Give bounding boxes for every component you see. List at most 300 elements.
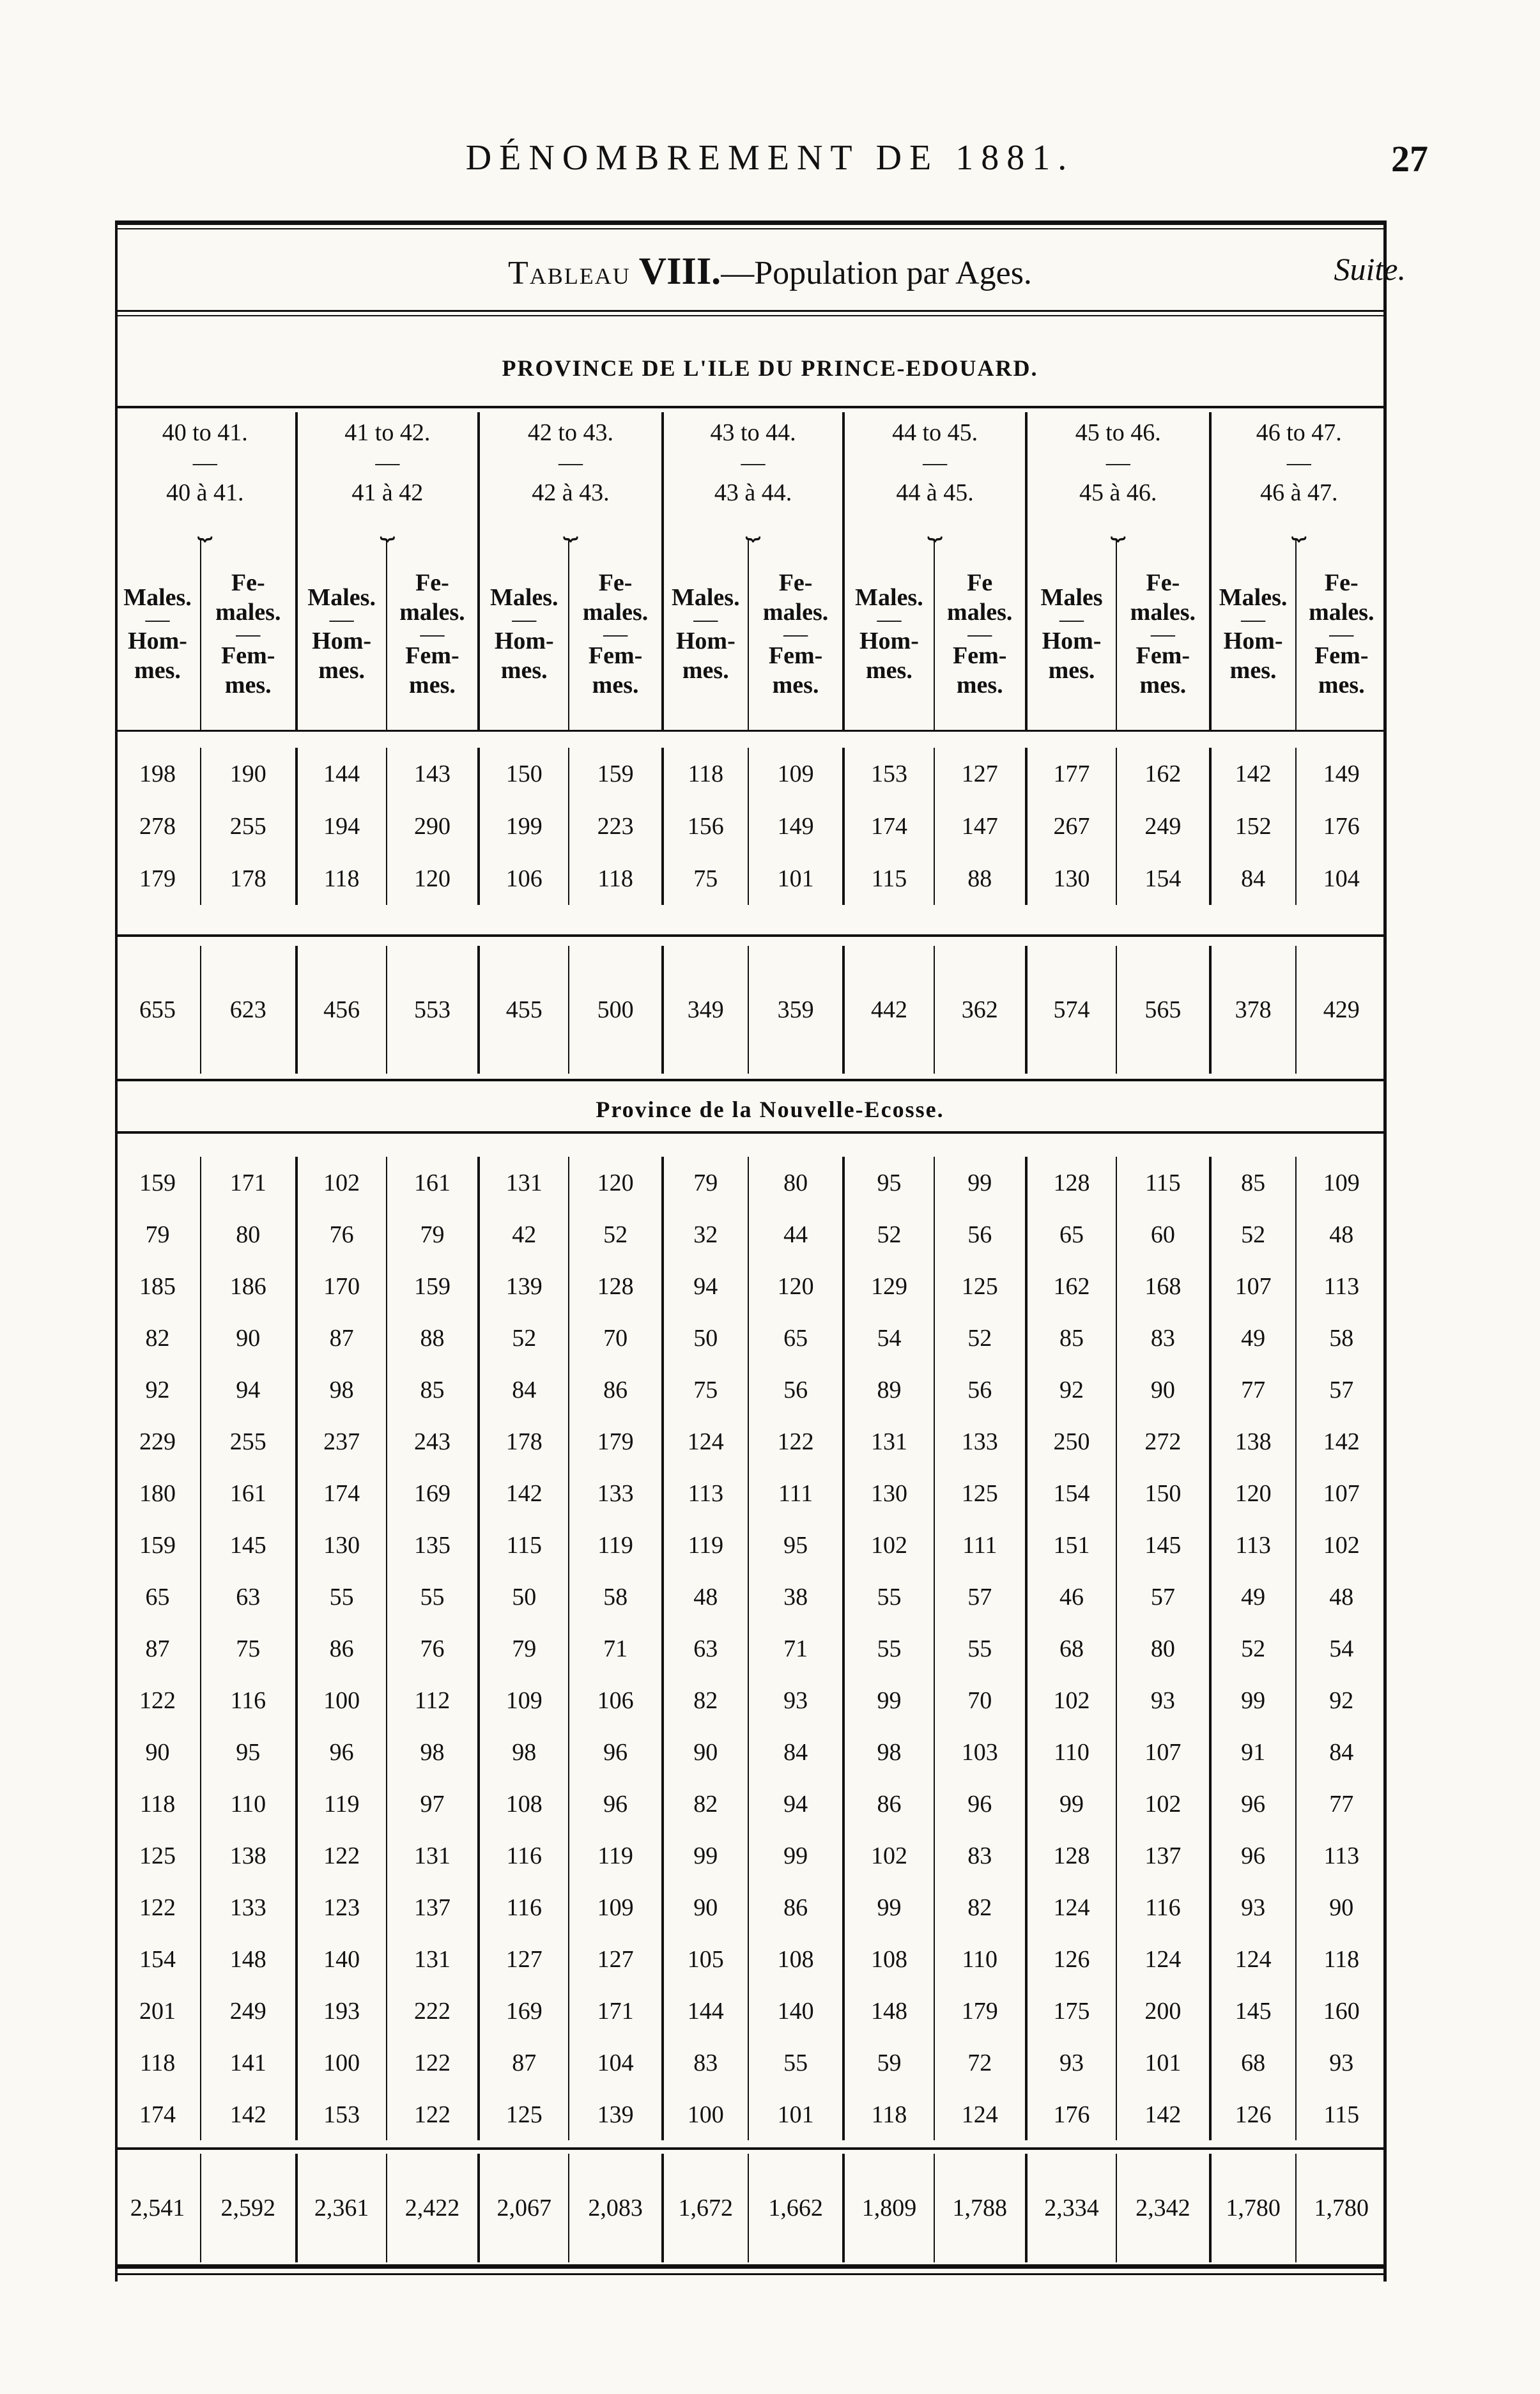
- table-cell: 169: [387, 1467, 479, 1519]
- table-cell: 111: [748, 1467, 844, 1519]
- table-cell: 94: [663, 1260, 748, 1312]
- dash-separator: —: [558, 449, 583, 476]
- table-row: [115, 1157, 1387, 1209]
- header-en: Fe- males.: [215, 569, 281, 626]
- table-cell: 79: [479, 1623, 569, 1674]
- header-en: Males.: [672, 584, 740, 612]
- table-cell: 50: [663, 1312, 748, 1364]
- table-cell: 96: [296, 1726, 387, 1778]
- table-cell: 127: [569, 1933, 662, 1985]
- table-cell: 185: [115, 1260, 201, 1312]
- table-cell: 178: [201, 853, 296, 905]
- header-fr: Hom- mes.: [494, 628, 554, 684]
- table-cell: 90: [663, 1881, 748, 1933]
- top-rule-thin: [115, 228, 1387, 229]
- table-cell: 49: [1210, 1312, 1296, 1364]
- table-cell: 93: [1026, 2037, 1116, 2089]
- age-group-fr: 46 à 47.: [1260, 479, 1338, 506]
- total-cell: 574: [1026, 946, 1116, 1074]
- table-cell: 109: [479, 1674, 569, 1726]
- ns-rule: [115, 1131, 1387, 1134]
- table-cell: 186: [201, 1260, 296, 1312]
- table-cell: 76: [387, 1623, 479, 1674]
- bottom-rule: [115, 2264, 1387, 2269]
- table-cell: 110: [934, 1933, 1026, 1985]
- table-cell: 125: [115, 1830, 201, 1881]
- table-cell: 96: [1210, 1830, 1296, 1881]
- table-cell: 124: [663, 1416, 748, 1467]
- table-cell: 104: [569, 2037, 662, 2089]
- page-number: 27: [1391, 138, 1428, 180]
- table-cell: 82: [934, 1881, 1026, 1933]
- table-cell: 137: [1116, 1830, 1210, 1881]
- age-group-header: [1210, 412, 1387, 539]
- pei-total-row: [115, 946, 1387, 1074]
- table-cell: 123: [296, 1881, 387, 1933]
- age-group-row: [115, 412, 1387, 539]
- ns-total-row: [115, 2154, 1387, 2262]
- table-cell: 272: [1116, 1416, 1210, 1467]
- table-cell: 174: [296, 1467, 387, 1519]
- table-cell: 109: [748, 748, 844, 800]
- table-cell: 180: [115, 1467, 201, 1519]
- table-cell: 159: [115, 1157, 201, 1209]
- table-cell: 54: [843, 1312, 934, 1364]
- table-cell: 99: [1026, 1778, 1116, 1830]
- header-en: Males.: [307, 584, 376, 612]
- table-cell: 93: [1116, 1674, 1210, 1726]
- table-cell: 171: [569, 1985, 662, 2037]
- header-en: Males: [1040, 584, 1103, 612]
- table-cell: 102: [1323, 1531, 1360, 1559]
- age-group-header: [115, 412, 296, 539]
- table-cell: 149: [748, 800, 844, 853]
- table-cell: 122: [115, 1881, 201, 1933]
- table-cell: 139: [479, 1260, 569, 1312]
- table-cell: 84: [748, 1726, 844, 1778]
- table-cell: 198: [115, 748, 201, 800]
- total-cell: 429: [1323, 996, 1360, 1023]
- table-cell: 122: [115, 1674, 201, 1726]
- header-en: Males.: [123, 584, 192, 612]
- brace-icon: ⏟: [197, 511, 213, 540]
- table-cell: 109: [569, 1881, 662, 1933]
- table-cell: 85: [1026, 1312, 1116, 1364]
- header-fr: Hom- mes.: [312, 628, 372, 684]
- table-cell: 56: [748, 1364, 844, 1416]
- table-row: [115, 748, 1387, 800]
- table-cell: 82: [663, 1674, 748, 1726]
- table-cell: 179: [569, 1416, 662, 1467]
- table-cell: 98: [843, 1726, 934, 1778]
- table-cell: 179: [934, 1985, 1026, 2037]
- table-cell: 125: [934, 1260, 1026, 1312]
- table-row: [115, 1726, 1387, 1778]
- table-cell: 90: [1116, 1364, 1210, 1416]
- dash-separator: —: [329, 606, 354, 633]
- table-cell: 100: [296, 1674, 387, 1726]
- table-cell: 46: [1026, 1571, 1116, 1623]
- table-cell: 161: [201, 1467, 296, 1519]
- header-en: Fe- males.: [1130, 569, 1196, 626]
- table-cell: 141: [201, 2037, 296, 2089]
- total-cell: 2,342: [1116, 2154, 1210, 2262]
- table-row: [115, 1209, 1387, 1260]
- dash-separator: —: [192, 449, 217, 476]
- table-cell: 84: [1329, 1738, 1354, 1766]
- header-fr: Hom- mes.: [1223, 628, 1283, 684]
- table-cell: 110: [201, 1778, 296, 1830]
- table-cell: 119: [663, 1519, 748, 1571]
- table-cell: 94: [748, 1778, 844, 1830]
- table-cell: 140: [748, 1985, 844, 2037]
- table-cell: 52: [1210, 1209, 1296, 1260]
- total-cell: 362: [934, 946, 1026, 1074]
- dash-separator: —: [741, 449, 766, 476]
- table-row: [115, 1364, 1387, 1416]
- table-cell: 170: [296, 1260, 387, 1312]
- table-cell: 118: [115, 2037, 201, 2089]
- caption-number: VIII.: [638, 250, 721, 292]
- table-cell: 130: [296, 1519, 387, 1571]
- age-group-en: 45 to 46.: [1075, 419, 1161, 446]
- table-cell: 93: [1329, 2049, 1354, 2076]
- table-cell: 154: [115, 1933, 201, 1985]
- header-fr: Fem- mes.: [953, 642, 1007, 699]
- dash-separator: —: [236, 621, 261, 648]
- table-cell: 131: [387, 1933, 479, 1985]
- table-cell: 116: [479, 1830, 569, 1881]
- dash-separator: —: [1286, 449, 1311, 476]
- table-cell: 118: [1323, 1945, 1360, 1973]
- table-cell: 153: [296, 2089, 387, 2140]
- table-cell: 153: [843, 748, 934, 800]
- table-cell: 143: [387, 748, 479, 800]
- males-header: [1210, 539, 1296, 730]
- table-cell: 116: [201, 1674, 296, 1726]
- dash-separator: —: [512, 606, 537, 633]
- table-cell: 174: [843, 800, 934, 853]
- table-cell: 92: [1026, 1364, 1116, 1416]
- header-en: Males.: [855, 584, 923, 612]
- total-cell: 455: [479, 946, 569, 1074]
- table-cell: 223: [569, 800, 662, 853]
- caption-suite: Suite.: [1334, 251, 1406, 287]
- table-cell: 102: [843, 1519, 934, 1571]
- age-group-en: 46 to 47.: [1256, 419, 1342, 446]
- age-group-header: [479, 412, 663, 539]
- table-cell: 290: [387, 800, 479, 853]
- table-cell: 32: [663, 1209, 748, 1260]
- section-title-nova-scotia: Province de la Nouvelle-Ecosse.: [596, 1097, 944, 1122]
- table-cell: 80: [1116, 1623, 1210, 1674]
- table-cell: 142: [1323, 1428, 1360, 1455]
- table-cell: 154: [1116, 853, 1210, 905]
- table-cell: 76: [296, 1209, 387, 1260]
- table-cell: 94: [201, 1364, 296, 1416]
- table-cell: 86: [296, 1623, 387, 1674]
- table-cell: 70: [569, 1312, 662, 1364]
- age-group-en: 40 to 41.: [162, 419, 248, 446]
- table-cell: 147: [934, 800, 1026, 853]
- table-row: [115, 1519, 1387, 1571]
- males-header: [1026, 539, 1116, 730]
- header-fr: Hom- mes.: [128, 628, 187, 684]
- table-cell: 48: [1329, 1221, 1354, 1248]
- table-cell: 159: [115, 1519, 201, 1571]
- table-cell: 194: [296, 800, 387, 853]
- table-cell: 49: [1210, 1571, 1296, 1623]
- brace-icon: ⏟: [927, 511, 943, 540]
- table-cell: 148: [843, 1985, 934, 2037]
- table-cell: 79: [387, 1209, 479, 1260]
- table-cell: 118: [843, 2089, 934, 2140]
- table-cell: 77: [1329, 1790, 1354, 1818]
- table-cell: 130: [1026, 853, 1116, 905]
- females-header: [934, 539, 1026, 730]
- brace-icon: ⏟: [745, 511, 761, 540]
- table-cell: 156: [663, 800, 748, 853]
- table-cell: 75: [663, 1364, 748, 1416]
- table-cell: 88: [934, 853, 1026, 905]
- table-cell: 250: [1026, 1416, 1116, 1467]
- total-cell: 1,672: [663, 2154, 748, 2262]
- table-cell: 93: [748, 1674, 844, 1726]
- table-cell: 103: [934, 1726, 1026, 1778]
- table-row: [115, 1830, 1387, 1881]
- table-cell: 83: [663, 2037, 748, 2089]
- table-cell: 58: [569, 1571, 662, 1623]
- table-cell: 60: [1116, 1209, 1210, 1260]
- header-fr: Fem- mes.: [221, 642, 275, 699]
- table-cell: 125: [934, 1467, 1026, 1519]
- table-row: [115, 1881, 1387, 1933]
- table-cell: 122: [387, 2037, 479, 2089]
- table-cell: 145: [1116, 1519, 1210, 1571]
- table-cell: 106: [569, 1674, 662, 1726]
- table-cell: 70: [934, 1674, 1026, 1726]
- total-cell: 2,592: [201, 2154, 296, 2262]
- total-cell: 2,334: [1026, 2154, 1116, 2262]
- table-cell: 55: [296, 1571, 387, 1623]
- table-cell: 122: [748, 1416, 844, 1467]
- total-cell: 359: [748, 946, 844, 1074]
- table-cell: 107: [1323, 1479, 1360, 1507]
- females-header: [1116, 539, 1210, 730]
- header-fr: Hom- mes.: [1042, 628, 1102, 684]
- table-cell: 115: [843, 853, 934, 905]
- table-cell: 87: [479, 2037, 569, 2089]
- table-cell: 99: [1210, 1674, 1296, 1726]
- table-cell: 97: [387, 1778, 479, 1830]
- table-cell: 267: [1026, 800, 1116, 853]
- table-cell: 171: [201, 1157, 296, 1209]
- sex-header-row: [115, 539, 1387, 730]
- table-cell: 138: [201, 1830, 296, 1881]
- dash-separator: —: [783, 621, 808, 648]
- table-cell: 168: [1116, 1260, 1210, 1312]
- table-cell: 101: [748, 2089, 844, 2140]
- table-cell: 175: [1026, 1985, 1116, 2037]
- dash-separator: —: [923, 449, 948, 476]
- table-cell: 88: [387, 1312, 479, 1364]
- table-cell: 96: [569, 1778, 662, 1830]
- table-cell: 142: [479, 1467, 569, 1519]
- top-rule: [115, 220, 1387, 225]
- table-cell: 59: [843, 2037, 934, 2089]
- page-title: DÉNOMBREMENT DE 1881.: [465, 138, 1075, 178]
- bottom-rule-thin: [115, 2273, 1387, 2275]
- total-cell: 2,361: [296, 2154, 387, 2262]
- table-cell: 44: [748, 1209, 844, 1260]
- table-cell: 106: [479, 853, 569, 905]
- table-cell: 79: [115, 1209, 201, 1260]
- table-cell: 152: [1210, 800, 1296, 853]
- table-cell: 119: [296, 1778, 387, 1830]
- total-cell: 623: [201, 946, 296, 1074]
- table-cell: 57: [1116, 1571, 1210, 1623]
- table-cell: 179: [115, 853, 201, 905]
- table-cell: 102: [1116, 1778, 1210, 1830]
- table-cell: 133: [569, 1467, 662, 1519]
- total-cell: 500: [569, 946, 662, 1074]
- header-fr: Fem- mes.: [1314, 642, 1369, 699]
- header-en: Fe males.: [947, 569, 1013, 626]
- females-header: [201, 539, 296, 730]
- table-cell: 120: [1210, 1467, 1296, 1519]
- table-cell: 92: [115, 1364, 201, 1416]
- table-cell: 130: [843, 1467, 934, 1519]
- table-cell: 68: [1026, 1623, 1116, 1674]
- table-cell: 125: [479, 2089, 569, 2140]
- table-cell: 148: [201, 1933, 296, 1985]
- running-header: [0, 137, 1540, 189]
- table-cell: 124: [1116, 1933, 1210, 1985]
- total-cell: 655: [115, 946, 201, 1074]
- table-cell: 145: [1210, 1985, 1296, 2037]
- table-cell: 55: [843, 1571, 934, 1623]
- table-cell: 116: [479, 1881, 569, 1933]
- table-cell: 42: [479, 1209, 569, 1260]
- table-cell: 90: [115, 1726, 201, 1778]
- table-row: [115, 1674, 1387, 1726]
- table-cell: 116: [1116, 1881, 1210, 1933]
- header-fr: Hom- mes.: [859, 628, 919, 684]
- table-cell: 162: [1116, 748, 1210, 800]
- table-cell: 99: [748, 1830, 844, 1881]
- table-cell: 124: [934, 2089, 1026, 2140]
- total-cell: 2,067: [479, 2154, 569, 2262]
- table-cell: 176: [1026, 2089, 1116, 2140]
- table-cell: 118: [115, 1778, 201, 1830]
- table-cell: 243: [387, 1416, 479, 1467]
- table-row: [115, 1571, 1387, 1623]
- pei-total-table: [115, 946, 1387, 1074]
- table-cell: 150: [1116, 1467, 1210, 1519]
- dash-separator: —: [1059, 606, 1084, 633]
- table-cell: 142: [1116, 2089, 1210, 2140]
- table-cell: 110: [1026, 1726, 1116, 1778]
- table-row: [115, 1778, 1387, 1830]
- table-cell: 112: [387, 1674, 479, 1726]
- table-row: [115, 800, 1387, 853]
- total-cell: 1,788: [934, 2154, 1026, 2262]
- age-group-fr: 44 à 45.: [896, 479, 974, 506]
- table-cell: 120: [387, 853, 479, 905]
- table-cell: 126: [1210, 2089, 1296, 2140]
- table-cell: 92: [1329, 1687, 1354, 1714]
- table-cell: 119: [569, 1519, 662, 1571]
- ns-table: [115, 1157, 1387, 2140]
- table-cell: 154: [1026, 1467, 1116, 1519]
- pei-table: [115, 748, 1387, 905]
- table-cell: 159: [387, 1260, 479, 1312]
- total-cell: 1,662: [748, 2154, 844, 2262]
- table-cell: 278: [115, 800, 201, 853]
- table-cell: 102: [296, 1157, 387, 1209]
- table-cell: 86: [569, 1364, 662, 1416]
- table-cell: 82: [663, 1778, 748, 1830]
- brace-icon: ⏟: [1291, 511, 1307, 540]
- table-row: [115, 1416, 1387, 1467]
- table-cell: 174: [115, 2089, 201, 2140]
- table-cell: 138: [1210, 1416, 1296, 1467]
- table-cell: 83: [934, 1830, 1026, 1881]
- table-cell: 140: [296, 1933, 387, 1985]
- table-cell: 87: [115, 1623, 201, 1674]
- table-cell: 56: [934, 1209, 1026, 1260]
- table-cell: 107: [1116, 1726, 1210, 1778]
- table-cell: 142: [201, 2089, 296, 2140]
- table-cell: 75: [201, 1623, 296, 1674]
- table-cell: 190: [201, 748, 296, 800]
- table-cell: 95: [843, 1157, 934, 1209]
- age-group-header: [663, 412, 844, 539]
- table-cell: 90: [663, 1726, 748, 1778]
- table-cell: 77: [1210, 1364, 1296, 1416]
- table-cell: 229: [115, 1416, 201, 1467]
- brace-icon: ⏟: [1110, 511, 1126, 540]
- table-cell: 115: [1323, 2101, 1360, 2128]
- caption-rule: [115, 310, 1387, 312]
- table-cell: 85: [387, 1364, 479, 1416]
- table-cell: 113: [1210, 1519, 1296, 1571]
- table-cell: 101: [748, 853, 844, 905]
- total-cell: 349: [663, 946, 748, 1074]
- table-cell: 87: [296, 1312, 387, 1364]
- table-cell: 63: [201, 1571, 296, 1623]
- column-headers: [115, 412, 1387, 732]
- table-cell: 124: [1210, 1933, 1296, 1985]
- table-cell: 120: [748, 1260, 844, 1312]
- total-cell: 442: [843, 946, 934, 1074]
- caption-tableau: Tableau: [508, 255, 631, 291]
- table-cell: 105: [663, 1933, 748, 1985]
- table-cell: 133: [934, 1416, 1026, 1467]
- table-cell: 54: [1329, 1635, 1354, 1662]
- table-row: [115, 1623, 1387, 1674]
- table-cell: 55: [387, 1571, 479, 1623]
- table-cell: 144: [296, 748, 387, 800]
- table-cell: 118: [663, 748, 748, 800]
- table-cell: 255: [201, 1416, 296, 1467]
- table-cell: 99: [843, 1881, 934, 1933]
- table-cell: 108: [843, 1933, 934, 1985]
- header-fr: Fem- mes.: [1136, 642, 1190, 699]
- table-cell: 122: [387, 2089, 479, 2140]
- table-caption: [0, 249, 1540, 294]
- table-cell: 237: [296, 1416, 387, 1467]
